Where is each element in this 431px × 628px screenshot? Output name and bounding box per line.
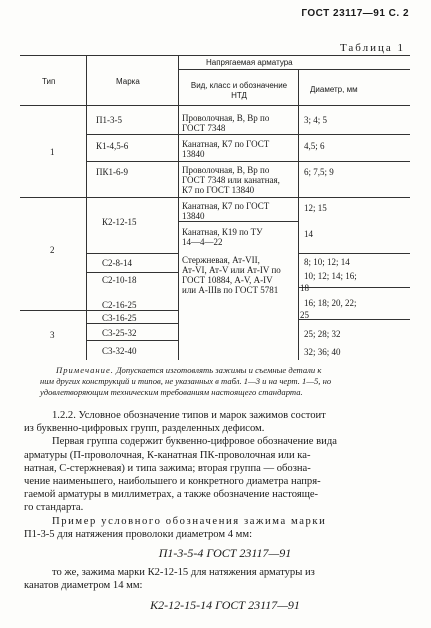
diameter-cell: 8; 10; 12; 14 xyxy=(304,257,350,267)
mark-cell: С2-8-14 xyxy=(102,258,132,268)
mark-cell: П1-3-5 xyxy=(96,115,122,125)
paragraph-1-2-2: 1.2.2. Условное обозначение типов и марок зажимов состоит из буквенно-цифровых групп, разделенных дефисом. Первая группа содержит буквенно-цифровое обозначение вида арматуры (П-проволочная, К-канатная ПК-проволочная или ка- натная, С-стержневая) и типа зажима; вторая группа — обозна- чение наименьшего, наибольшего и конкретного диаметра напря- гаемой арматуры в миллиметрах, а также обозначение настояще- го стандарта. Пример условного обозначения зажима марки П1-3-5 для натяжения проволоки диаметром 4 мм: П1-3-5-4 ГОСТ 23117—91 то же, зажима марки К2-12-15 для натяжения арматуры из канатов диаметром 14 мм: К2-12-15-14 ГОСТ 23117—91 xyxy=(40,409,410,612)
table-rule xyxy=(298,287,410,288)
diameter-cell: 4,5; 6 xyxy=(304,141,325,151)
table-rule xyxy=(86,323,178,324)
col-header-mark: Марка xyxy=(116,77,140,86)
table-rule xyxy=(178,55,179,360)
table-rule xyxy=(178,221,298,222)
mark-cell: С3-25-32 xyxy=(102,328,137,338)
diameter-cell: 10; 12; 14; 16; xyxy=(304,271,357,281)
type-cell: 2 xyxy=(50,245,55,255)
page-header: ГОСТ 23117—91 С. 2 xyxy=(301,8,409,19)
table-rule xyxy=(86,272,178,273)
diameter-cell: 12; 15 xyxy=(304,203,327,213)
table-rule xyxy=(86,55,87,360)
mark-cell: С2-16-25 xyxy=(102,300,137,310)
mark-cell: К2-12-15 xyxy=(102,217,137,227)
diameter-cell: 25; 28; 32 xyxy=(304,329,341,339)
designation-example-2: К2-12-15-14 ГОСТ 23117—91 xyxy=(150,597,300,612)
table-rule xyxy=(20,310,178,311)
diameter-cell: 25 xyxy=(300,310,309,320)
kind-cell: Проволочная, В, Вр по ГОСТ 7348 или канатная, К7 по ГОСТ 13840 xyxy=(182,165,280,195)
mark-cell: К1-4,5-6 xyxy=(96,141,129,151)
table-rule xyxy=(20,197,410,198)
table-note: Примечание. Допускается изготовлять зажимы и съемные детали к ним других конструкций и типов, не указанных в табл. 1—3 и на черт. 1—5, но удовлетворяющим техническим требованиям настоящего стандарта. xyxy=(40,365,332,397)
mark-cell: С2-10-18 xyxy=(102,275,137,285)
mark-cell: С3-16-25 xyxy=(102,313,137,323)
table-rule xyxy=(298,253,410,254)
diameter-cell: 14 xyxy=(304,229,313,239)
diameter-cell: 6; 7,5; 9 xyxy=(304,167,334,177)
table-rule xyxy=(298,319,410,320)
table-rule xyxy=(86,161,410,162)
type-cell: 1 xyxy=(50,147,55,157)
table-rule xyxy=(86,340,178,341)
table-rule xyxy=(20,55,410,56)
table-rule xyxy=(178,69,410,70)
table-caption: Таблица 1 xyxy=(339,42,405,54)
kind-cell: Канатная, К7 по ГОСТ 13840 xyxy=(182,139,270,159)
diameter-cell: 3; 4; 5 xyxy=(304,115,328,125)
diameter-cell: 32; 36; 40 xyxy=(304,347,341,357)
table-rule xyxy=(298,69,299,360)
mark-cell: ПК1-6-9 xyxy=(96,167,128,177)
col-header-group: Напрягаемая арматура xyxy=(206,58,293,67)
data-table xyxy=(20,55,410,360)
kind-cell: Канатная, К19 по ТУ 14—4—22 xyxy=(182,227,263,247)
kind-cell: Канатная, К7 по ГОСТ 13840 xyxy=(182,201,270,221)
table-rule xyxy=(86,253,178,254)
diameter-cell: 16; 18; 20, 22; xyxy=(304,298,357,308)
col-header-diameter: Диаметр, мм xyxy=(310,85,358,94)
designation-example-1: П1-3-5-4 ГОСТ 23117—91 xyxy=(158,546,292,561)
col-header-type: Тип xyxy=(42,77,56,86)
table-rule xyxy=(20,105,410,106)
kind-cell: Стержневая, Ат-VII, Ат-VI, Ат-V или Ат-IV по ГОСТ 10884, А-V, А-IV или А-IIIв по ГОСТ 5781 xyxy=(182,255,281,295)
note-label: Примечание. xyxy=(56,365,114,375)
table-rule xyxy=(86,134,410,135)
col-header-kind: Вид, класс и обозначение НТД xyxy=(190,81,288,100)
type-cell: 3 xyxy=(50,330,55,340)
mark-cell: С3-32-40 xyxy=(102,346,137,356)
kind-cell: Проволочная, В, Вр по ГОСТ 7348 xyxy=(182,113,270,133)
diameter-cell: 18 xyxy=(300,283,309,293)
